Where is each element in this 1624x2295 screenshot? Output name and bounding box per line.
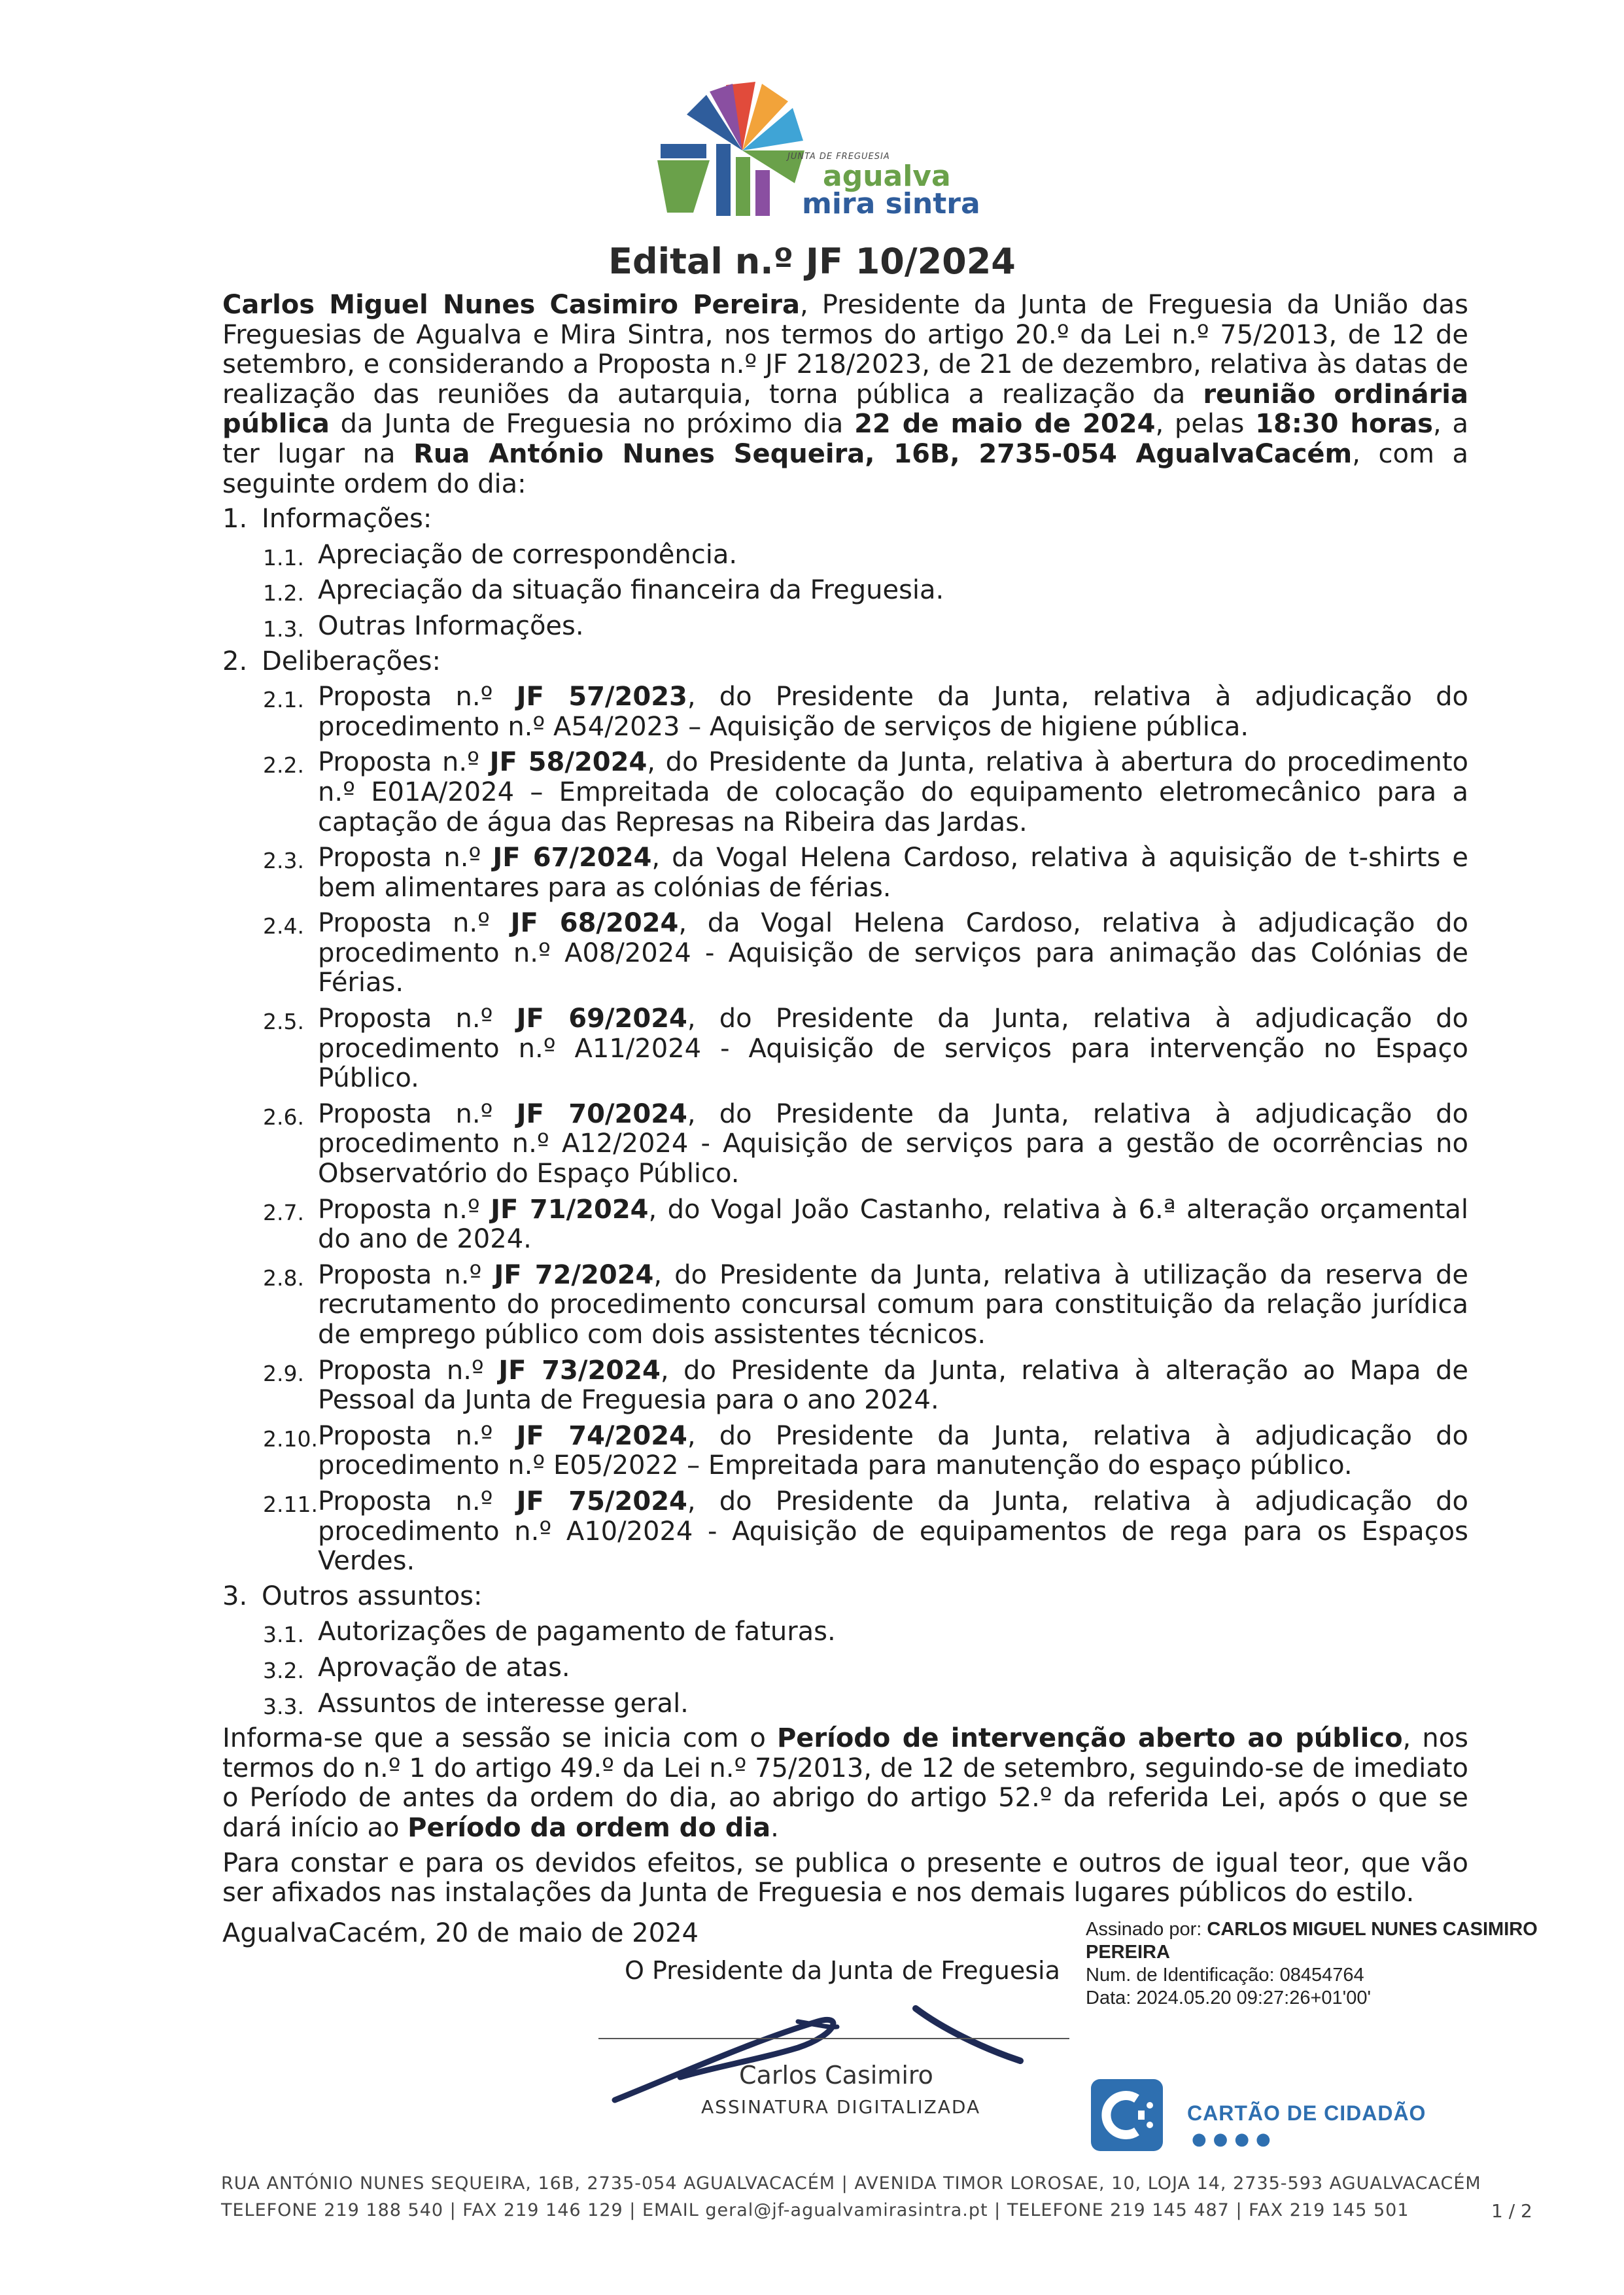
agenda-item bbox=[222, 748, 1468, 837]
agenda-item-description: , do Vogal João Castanho, relativa à 6.ª alteração orçamental do ano de 2024. bbox=[318, 1194, 1468, 1255]
signed-by-name: CARLOS MIGUEL NUNES CASIMIRO PEREIRA bbox=[1086, 1919, 1538, 1963]
agenda-item bbox=[222, 1617, 1468, 1647]
agenda-list bbox=[222, 504, 1468, 1719]
info-text-3: . bbox=[770, 1812, 779, 1843]
page-number: 1 / 2 bbox=[1491, 2200, 1532, 2222]
signer-name: Carlos Casimiro bbox=[739, 2061, 933, 2090]
proposal-number: JF 71/2024 bbox=[491, 1194, 649, 1225]
agenda-item-text: Apreciação da situação financeira da Freguesia. bbox=[318, 575, 944, 606]
agenda-item-text: Proposta n.º bbox=[318, 843, 493, 873]
president-name: Carlos Miguel Nunes Casimiro Pereira bbox=[222, 290, 800, 320]
document-title: Edital n.º JF 10/2024 bbox=[608, 241, 1016, 282]
signature-caption: ASSINATURA DIGITALIZADA bbox=[701, 2096, 981, 2118]
footer-contacts: TELEFONE 219 188 540 | FAX 219 146 129 | EMAIL geral@jf-agualvamirasintra.pt | TELEFONE 219 145 487 | FAX 219 145 501 bbox=[221, 2200, 1409, 2220]
agenda-item-number: 1.2. bbox=[263, 580, 304, 606]
agenda-item bbox=[222, 1422, 1468, 1481]
agenda-item bbox=[222, 1487, 1468, 1577]
agenda-item-number: 3.3. bbox=[263, 1693, 304, 1719]
agenda-item bbox=[222, 1689, 1468, 1719]
id-line bbox=[1086, 1964, 1583, 1987]
agenda-item-text: Proposta n.º bbox=[318, 1098, 517, 1129]
agenda-item-number: 1.1. bbox=[263, 544, 304, 570]
digital-signature-block bbox=[1086, 1918, 1583, 2010]
agenda-item bbox=[222, 843, 1468, 903]
proposal-number: JF 58/2024 bbox=[489, 747, 648, 778]
agenda-item bbox=[222, 540, 1468, 570]
info-text-1: Informa-se que a sessão se inicia com o bbox=[222, 1723, 777, 1754]
agenda-item-number: 2.3. bbox=[263, 848, 304, 874]
intro-paragraph bbox=[222, 290, 1468, 499]
agenda-item bbox=[222, 1356, 1468, 1416]
intro-text-5: , com a seguinte ordem do dia: bbox=[222, 438, 1469, 499]
signed-date-label: Data: bbox=[1086, 1988, 1137, 2008]
agenda-item-number: 2.4. bbox=[263, 913, 304, 939]
agenda-item-number: 2.2. bbox=[263, 752, 304, 779]
agenda-section bbox=[222, 647, 1468, 677]
agenda-item bbox=[222, 682, 1468, 742]
proposal-number: JF 67/2024 bbox=[492, 843, 652, 873]
agenda-item-text: Outras Informações. bbox=[318, 610, 584, 641]
agenda-item-description: , do Presidente da Junta, relativa à alteração ao Mapa de Pessoal da Junta de Freguesia para o ano 2024. bbox=[318, 1355, 1468, 1416]
meeting-type: reunião ordinária pública bbox=[222, 379, 1468, 440]
signed-date-line bbox=[1086, 1987, 1583, 2010]
agenda-section-number: 3. bbox=[222, 1581, 248, 1611]
logo-agualva: agualva bbox=[823, 160, 951, 193]
agenda-item-description: , do Presidente da Junta, relativa à adjudicação do procedimento n.º A10/2024 - Aquisição de equipamentos de rega para os Espaços Verdes. bbox=[318, 1486, 1469, 1577]
agenda-item-text: Assuntos de interesse geral. bbox=[318, 1688, 689, 1719]
intro-text-4: , a ter lugar na bbox=[222, 409, 1469, 469]
agenda-period: Período da ordem do dia bbox=[407, 1812, 771, 1843]
info-text-2: , nos termos do n.º 1 do artigo 49.º da Lei n.º 75/2013, de 12 de setembro, seguindo-se de imediato o Período de antes da ordem do dia, ao abrigo do artigo 52.º da referida Lei, após o que se dará início ao bbox=[222, 1723, 1469, 1843]
agenda-item-number: 1.3. bbox=[263, 616, 304, 642]
agenda-section bbox=[222, 504, 1468, 534]
agenda-item-description: , do Presidente da Junta, relativa à adjudicação do procedimento n.º A11/2024 - Aquisição de serviços para intervenção no Espaço Público. bbox=[318, 1004, 1469, 1094]
agenda-item bbox=[222, 612, 1468, 642]
signed-by-line bbox=[1086, 1918, 1583, 1964]
junta-logo bbox=[648, 79, 988, 236]
agenda-section-number: 1. bbox=[222, 504, 248, 534]
president-title: O Presidente da Junta de Freguesia bbox=[625, 1956, 1060, 1985]
agenda-item-description: , da Vogal Helena Cardoso, relativa à aquisição de t-shirts e bem alimentares para as colónias de férias. bbox=[318, 843, 1469, 903]
intro-text-1: , Presidente da Junta de Freguesia da União das Freguesias de Agualva e Mira Sintra, nos termos do artigo 20.º da Lei n.º 75/2013, de 12 de setembro, e considerando a Proposta n.º JF 218/2023, de 21 de dezembro, relativa às datas de realização das reuniões da autarquia, torna pública a realização da bbox=[222, 290, 1469, 410]
cartao-cidadao-label: CARTÃO DE CIDADÃO bbox=[1187, 2101, 1426, 2125]
intro-text-3: , pelas bbox=[1155, 409, 1256, 440]
document-body bbox=[222, 290, 1468, 1908]
logo-mira-sintra: mira sintra bbox=[802, 187, 980, 220]
public-intervention-period: Período de intervenção aberto ao público bbox=[776, 1723, 1403, 1754]
intro-text-2: da Junta de Freguesia no próximo dia bbox=[329, 409, 855, 440]
agenda-item bbox=[222, 576, 1468, 606]
agenda-item-number: 2.6. bbox=[263, 1104, 304, 1130]
proposal-number: JF 75/2024 bbox=[516, 1486, 687, 1516]
id-value: 08454764 bbox=[1279, 1965, 1364, 1986]
id-label: Num. de Identificação: bbox=[1086, 1965, 1280, 1986]
agenda-item-text: Proposta n.º bbox=[318, 1486, 517, 1516]
agenda-item-text: Autorizações de pagamento de faturas. bbox=[318, 1617, 836, 1647]
agenda-item bbox=[222, 1004, 1468, 1094]
proposal-number: JF 72/2024 bbox=[494, 1259, 654, 1290]
agenda-item-text: Proposta n.º bbox=[318, 908, 511, 939]
agenda-item bbox=[222, 909, 1468, 998]
date-line: AgualvaCacém, 20 de maio de 2024 bbox=[222, 1918, 699, 1948]
proposal-number: JF 70/2024 bbox=[516, 1098, 687, 1129]
agenda-item-description: , do Presidente da Junta, relativa à adjudicação do procedimento n.º E05/2022 – Empreitada para manutenção do espaço público. bbox=[318, 1420, 1469, 1481]
signed-date-value: 2024.05.20 09:27:26+01'00' bbox=[1136, 1988, 1371, 2008]
agenda-item-text: Apreciação de correspondência. bbox=[318, 539, 738, 570]
agenda-item-text: Proposta n.º bbox=[318, 1194, 491, 1225]
agenda-item bbox=[222, 1195, 1468, 1255]
proposal-number: JF 68/2024 bbox=[510, 908, 679, 939]
agenda-item-number: 3.2. bbox=[263, 1657, 304, 1683]
agenda-item-description: , do Presidente da Junta, relativa à abertura do procedimento n.º E01A/2024 – Empreitada de colocação do equipamento eletromecânico para a captação de água das Represas na Ribeira das Jardas. bbox=[318, 747, 1469, 837]
logo-small-text: JUNTA DE FREGUESIA bbox=[787, 152, 890, 162]
agenda-item-description: , do Presidente da Junta, relativa à adjudicação do procedimento n.º A54/2023 – Aquisição de serviços de higiene pública. bbox=[318, 682, 1469, 742]
agenda-item-number: 3.1. bbox=[263, 1622, 304, 1648]
agenda-item-description: , do Presidente da Junta, relativa à utilização da reserva de recrutamento do procedimento concursal comum para constituição da relação jurídica de emprego público com dois assistentes técnicos. bbox=[318, 1259, 1469, 1350]
agenda-item bbox=[222, 1653, 1468, 1683]
proposal-number: JF 69/2024 bbox=[516, 1004, 687, 1034]
meeting-time: 18:30 horas bbox=[1255, 409, 1433, 440]
agenda-item-description: , do Presidente da Junta, relativa à adjudicação do procedimento n.º A12/2024 - Aquisição de serviços para a gestão de ocorrências no Observatório do Espaço Público. bbox=[318, 1098, 1469, 1189]
agenda-item-number: 2.8. bbox=[263, 1265, 304, 1291]
agenda-item-text: Proposta n.º bbox=[318, 682, 517, 712]
agenda-item-text: Proposta n.º bbox=[318, 1259, 494, 1290]
agenda-item-number: 2.1. bbox=[263, 687, 304, 713]
proposal-number: JF 73/2024 bbox=[498, 1355, 661, 1386]
agenda-item-description: , da Vogal Helena Cardoso, relativa à adjudicação do procedimento n.º A08/2024 - Aquisição de serviços para animação das Colónias de Férias. bbox=[318, 908, 1469, 998]
agenda-item bbox=[222, 1100, 1468, 1189]
agenda-item-text: Proposta n.º bbox=[318, 1355, 499, 1386]
agenda-item-text: Aprovação de atas. bbox=[318, 1652, 570, 1683]
cartao-cidadao-dots: ●●●● bbox=[1192, 2129, 1277, 2149]
footer-addresses: RUA ANTÓNIO NUNES SEQUEIRA, 16B, 2735-054 AGUALVACACÉM | AVENIDA TIMOR LOROSAE, 10, LOJA 14, 2735-593 AGUALVACACÉM bbox=[221, 2173, 1481, 2194]
agenda-section-label: Deliberações: bbox=[262, 646, 441, 676]
agenda-section-label: Informações: bbox=[262, 504, 432, 534]
agenda-section bbox=[222, 1582, 1468, 1612]
meeting-address: Rua António Nunes Sequeira, 16B, 2735-054 AgualvaCacém bbox=[413, 438, 1353, 469]
agenda-item-text: Proposta n.º bbox=[318, 1004, 517, 1034]
agenda-section-label: Outros assuntos: bbox=[262, 1581, 483, 1611]
agenda-item-number: 2.7. bbox=[263, 1199, 304, 1225]
cartao-cidadao-icon bbox=[1091, 2079, 1163, 2151]
signature-line bbox=[598, 2038, 1069, 2039]
agenda-item bbox=[222, 1261, 1468, 1350]
meeting-date: 22 de maio de 2024 bbox=[854, 409, 1156, 440]
agenda-section-number: 2. bbox=[222, 646, 248, 676]
signed-by-label: Assinado por: bbox=[1086, 1919, 1207, 1940]
proposal-number: JF 74/2024 bbox=[516, 1420, 687, 1451]
closing-paragraph: Para constar e para os devidos efeitos, se publica o presente e outros de igual teor, que vão ser afixados nas instalações da Junta de Freguesia e nos demais lugares públicos do estilo. bbox=[222, 1848, 1468, 1908]
agenda-item-number: 2.11. bbox=[263, 1491, 318, 1517]
agenda-item-number: 2.9. bbox=[263, 1360, 304, 1386]
proposal-number: JF 57/2023 bbox=[516, 682, 687, 712]
info-paragraph bbox=[222, 1724, 1468, 1843]
handwritten-signature bbox=[602, 1976, 1073, 2113]
agenda-item-text: Proposta n.º bbox=[318, 747, 490, 778]
agenda-item-text: Proposta n.º bbox=[318, 1420, 517, 1451]
agenda-item-number: 2.10. bbox=[263, 1426, 318, 1452]
agenda-item-number: 2.5. bbox=[263, 1009, 304, 1035]
